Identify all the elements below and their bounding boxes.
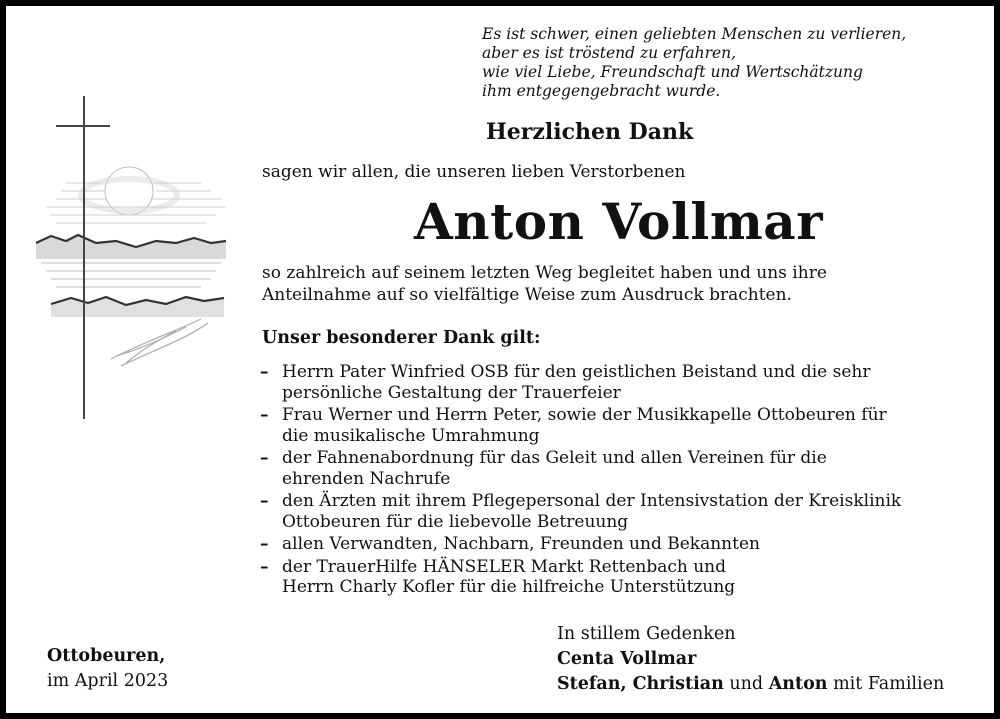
list-item-line: allen Verwandten, Nachbarn, Freunden und Bekannten [282,534,760,554]
dash-bullet: – [260,448,269,468]
list-item [258,362,958,403]
list-item-line: Herrn Pater Winfried OSB für den geistlichen Beistand und die sehr [282,362,871,382]
list-item [258,557,958,598]
list-item-line: den Ärzten mit ihrem Pflegepersonal der Intensivstation der Kreisklinik [282,491,902,511]
list-item-line: die musikalische Umrahmung [282,425,540,446]
place-date [47,644,168,694]
deceased-name: Anton Vollmar [414,192,824,251]
thanks-line: Anteilnahme auf so vielfältige Weise zum Ausdruck brachten. [262,285,792,305]
valley-hatching [41,263,221,287]
family-names-1: Stefan, Christian [557,674,724,694]
list-item [258,448,958,489]
obituary-card [6,6,994,713]
intro-text: sagen wir allen, die unseren lieben Verstorbenen [262,162,686,182]
thanks-line: so zahlreich auf seinem letzten Weg begleitet haben und uns ihre [262,263,827,283]
place-date-text: im April 2023 [47,671,169,691]
dash-bullet: – [260,556,269,577]
memorial-quote [482,25,982,101]
signature-block [557,622,944,697]
cross-landscape-illustration [26,91,236,421]
signature-intro: In stillem Gedenken [557,624,736,644]
signature-name: Centa Vollmar [557,649,697,669]
dash-bullet: – [260,362,269,382]
list-item-line: Ottobeuren für die liebevolle Betreuung [282,511,629,532]
mountain-ridge-upper [36,235,226,259]
place-city: Ottobeuren, [47,646,166,666]
family-suffix: mit Familien [833,674,945,694]
list-item [258,491,958,532]
list-item [258,405,958,446]
path-lines [111,319,208,366]
special-thanks-list [258,362,958,600]
dash-bullet: – [260,534,269,554]
quote-line: aber es ist tröstend zu erfahren, [482,44,737,62]
signature-family [557,672,944,697]
family-and: und [729,674,764,694]
thanks-heading: Herzlichen Dank [486,119,694,145]
list-item-line: ehrenden Nachrufe [282,468,451,489]
mountain-ridge-lower [51,297,224,317]
list-item-line: der Fahnenabordnung für das Geleit und allen Vereinen für die [282,448,827,468]
list-item-line: Frau Werner und Herrn Peter, sowie der Musikkapelle Ottobeuren für [282,405,887,425]
family-names-2: Anton [768,674,828,694]
quote-line: wie viel Liebe, Freundschaft und Wertschätzung [482,63,863,81]
list-item-line: der TrauerHilfe HÄNSELER Markt Rettenbach und [282,556,727,577]
list-item [258,534,958,555]
quote-line: Es ist schwer, einen geliebten Menschen zu verlieren, [482,25,907,43]
list-item-line: Herrn Charly Kofler für die hilfreiche Unterstützung [282,577,736,597]
list-item-line: persönliche Gestaltung der Trauerfeier [282,382,621,403]
quote-line: ihm entgegengebracht wurde. [482,82,721,100]
special-thanks-title: Unser besonderer Dank gilt: [262,328,541,348]
dash-bullet: – [260,491,269,511]
dash-bullet: – [260,405,269,425]
thanks-paragraph [262,262,922,306]
